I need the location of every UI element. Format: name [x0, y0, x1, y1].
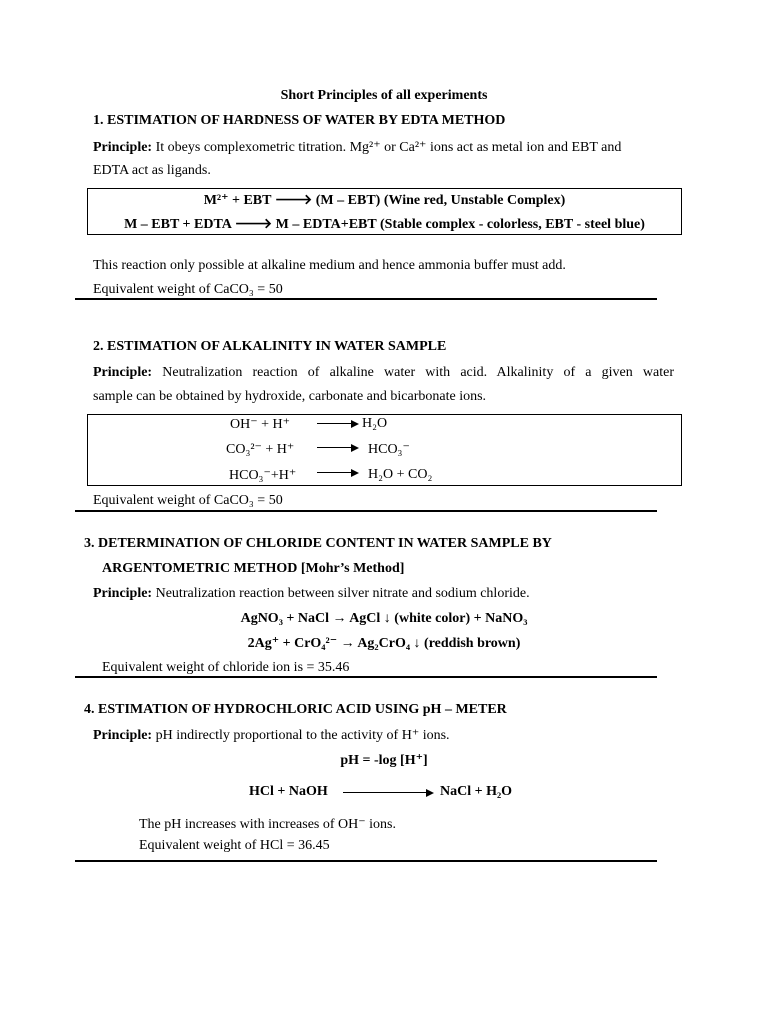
section-1-equation-1: M²⁺ + EBT 🡒 (M – EBT) (Wine red, Unstable Complex)	[203, 193, 566, 208]
section-2-equivalent-weight: Equivalent weight of CaCO₃ = 50	[93, 493, 283, 508]
section-4-equivalent-weight: Equivalent weight of HCl = 36.45	[139, 838, 330, 853]
section-1-principle	[93, 139, 621, 156]
reaction-1-arrow	[317, 423, 357, 424]
reaction-1-products: H₂O	[362, 416, 388, 431]
section-1-note: This reaction only possible at alkaline medium and hence ammonia buffer must add.	[93, 258, 566, 273]
reaction-2-products: HCO₃⁻	[368, 442, 410, 457]
principle-label: Principle:	[93, 728, 153, 743]
reaction-1-reactants: OH⁻ + H⁺	[230, 417, 291, 432]
section-2-principle-continued: sample can be obtained by hydroxide, carbonate and bicarbonate ions.	[93, 389, 487, 404]
reaction-3-arrow	[317, 472, 357, 473]
section-2-heading: 2. ESTIMATION OF ALKALINITY IN WATER SAMPLE	[93, 339, 447, 354]
section-3-equation-2: 2Ag⁺ + CrO₄²⁻ → Ag₂CrO₄ ↓ (reddish brown)	[247, 636, 521, 651]
principle-label: Principle:	[93, 586, 153, 601]
section-4-principle-text: pH indirectly proportional to the activity of H⁺ ions.	[155, 728, 450, 743]
section-4-reaction-arrow	[343, 792, 432, 793]
section-3-divider	[75, 676, 657, 678]
section-1-principle-continued: EDTA act as ligands.	[93, 163, 211, 178]
section-3-equation-1: AgNO₃ + NaCl → AgCl ↓ (white color) + NaNO₃	[240, 611, 528, 626]
section-2-divider	[75, 510, 657, 512]
reaction-2-reactants: CO₃²⁻ + H⁺	[226, 442, 295, 457]
section-2-principle	[93, 365, 674, 381]
section-2-principle-text: Neutralization reaction of alkaline water with acid. Alkalinity of a given water	[162, 365, 675, 380]
section-4-note: The pH increases with increases of OH⁻ ions.	[139, 817, 396, 832]
section-4-heading: 4. ESTIMATION OF HYDROCHLORIC ACID USING pH – METER	[84, 702, 507, 717]
principle-label: Principle:	[93, 140, 153, 155]
section-4-reaction-reactants: HCl + NaOH	[249, 784, 328, 799]
section-1-principle-text: It obeys complexometric titration. Mg²⁺ or Ca²⁺ ions act as metal ion and EBT and	[155, 140, 622, 155]
section-1-heading: 1. ESTIMATION OF HARDNESS OF WATER BY EDTA METHOD	[93, 113, 506, 128]
section-3-principle	[93, 586, 530, 602]
section-1-equivalent-weight: Equivalent weight of CaCO₃ = 50	[93, 282, 283, 297]
section-3-heading-continued: ARGENTOMETRIC METHOD [Mohr’s Method]	[102, 561, 405, 576]
document-title: Short Principles of all experiments	[280, 88, 488, 103]
section-3-equivalent-weight: Equivalent weight of chloride ion is = 35.46	[102, 660, 350, 675]
section-3-principle-text: Neutralization reaction between silver nitrate and sodium chloride.	[155, 586, 530, 601]
reaction-3-reactants: HCO₃⁻+H⁺	[229, 468, 297, 483]
section-4-reaction-products: NaCl + H₂O	[440, 784, 513, 799]
section-4-divider	[75, 860, 657, 862]
section-3-heading: 3. DETERMINATION OF CHLORIDE CONTENT IN WATER SAMPLE BY	[84, 536, 552, 551]
reaction-3-products: H₂O + CO₂	[368, 467, 433, 482]
reaction-2-arrow	[317, 447, 357, 448]
principle-label: Principle:	[93, 365, 153, 380]
section-1-divider	[75, 298, 657, 300]
section-1-equation-2: M – EBT + EDTA 🡒 M – EDTA+EBT (Stable complex - colorless, EBT - steel blue)	[124, 217, 645, 232]
ph-formula: pH = -log [H⁺]	[340, 753, 428, 768]
section-4-principle	[93, 727, 450, 744]
